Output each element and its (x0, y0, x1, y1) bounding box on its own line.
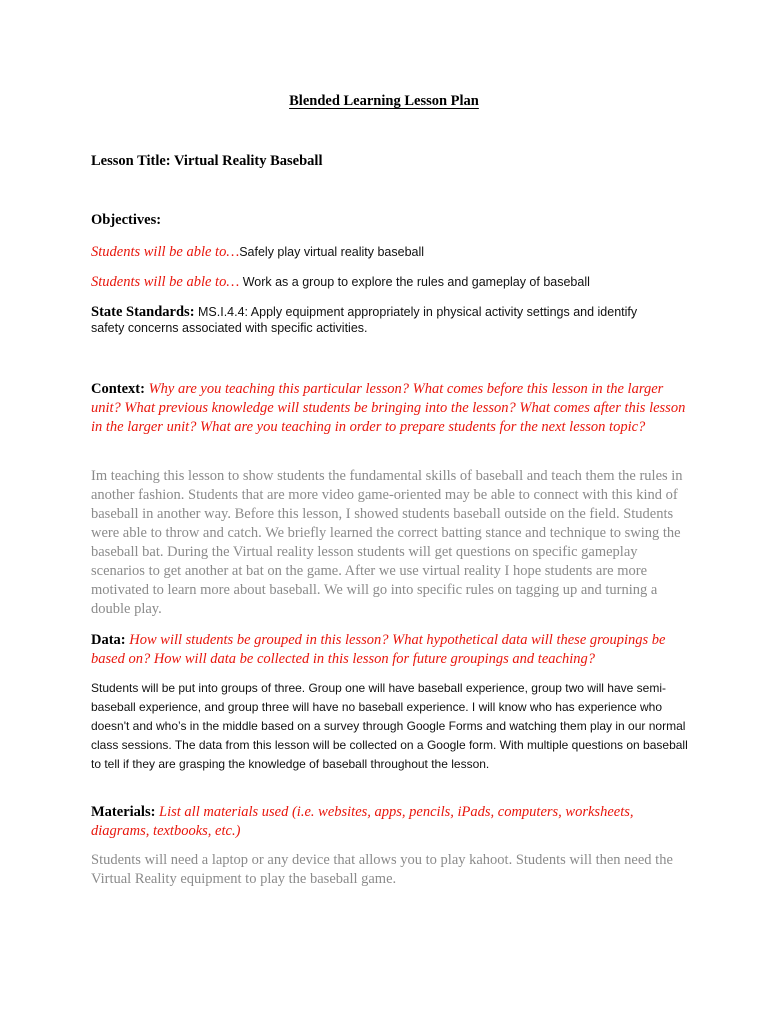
state-standards-heading: State Standards: (91, 304, 195, 320)
objective-item-1 (91, 242, 424, 261)
objective-2-text: Work as a group to explore the rules and gameplay of baseball (239, 275, 590, 289)
materials-answer: Students will need a laptop or any device that allows you to play kahoot. Students will then need the Virtual Reality equipment to play the baseball game. (91, 852, 673, 887)
data-answer: Students will be put into groups of three. Group one will have baseball experience, group two will have semi-baseball experience, and group three will have no baseball experience. I will know who has experience who doesn't and who’s in the middle based on a survey through Google Forms and watching them play in our normal class sessions. The data from this lesson will be collected on a Google form. With multiple questions on baseball to tell if they are grasping the knowledge of baseball throughout the lesson. (91, 681, 688, 771)
context-answer: Im teaching this lesson to show students the fundamental skills of baseball and teach them the rules in another fashion. Students that are more video game-oriented may be able to connect with this kind of baseball in another way. Before this lesson, I showed students baseball outside on the field. Students were able to throw and catch. We briefly learned the correct batting stance and technique to swing the baseball bat. During the Virtual reality lesson students will get questions on specific gameplay scenarios to get another at bat on the game. After we use virtual reality I hope students are more motivated to learn more about baseball. We will go into specific rules on tagging up and turning a double play. (91, 468, 683, 617)
materials-prompt: List all materials used (i.e. websites, apps, pencils, iPads, computers, worksheets, diagrams, textbooks, etc.) (91, 804, 634, 839)
materials-heading: Materials: (91, 804, 156, 820)
objectives-heading: Objectives: (91, 212, 162, 228)
context-section (91, 380, 691, 437)
state-standards-text-1: MS.I.4.4: Apply equipment appropriately in physical activity settings and identify (194, 305, 638, 319)
data-section (91, 631, 691, 669)
objective-item-2 (91, 272, 590, 291)
materials-section (91, 803, 691, 841)
objective-1-text: Safely play virtual reality baseball (239, 245, 425, 259)
context-prompt: Why are you teaching this particular lesson? What comes before this lesson in the larger unit? What previous knowledge will students be bringing into the lesson? What comes after this lesson in the larger unit? What are you teaching in order to prepare students for the next lesson topic? (91, 381, 686, 435)
document-title-text: Blended Learning Lesson Plan (289, 93, 479, 109)
data-prompt: How will students be grouped in this lesson? What hypothetical data will these groupings be based on? How will data be collected in this lesson for future groupings and teaching? (91, 632, 666, 667)
objective-2-prompt: Students will be able to… (91, 274, 240, 290)
lesson-title: Lesson Title: Virtual Reality Baseball (91, 153, 323, 169)
context-heading: Context: (91, 381, 145, 397)
document-title (0, 93, 768, 110)
state-standards-line-1 (91, 302, 637, 321)
data-heading: Data: (91, 632, 126, 648)
state-standards-line-2: safety concerns associated with specific activities. (91, 321, 368, 335)
objective-1-prompt: Students will be able to… (91, 244, 240, 260)
